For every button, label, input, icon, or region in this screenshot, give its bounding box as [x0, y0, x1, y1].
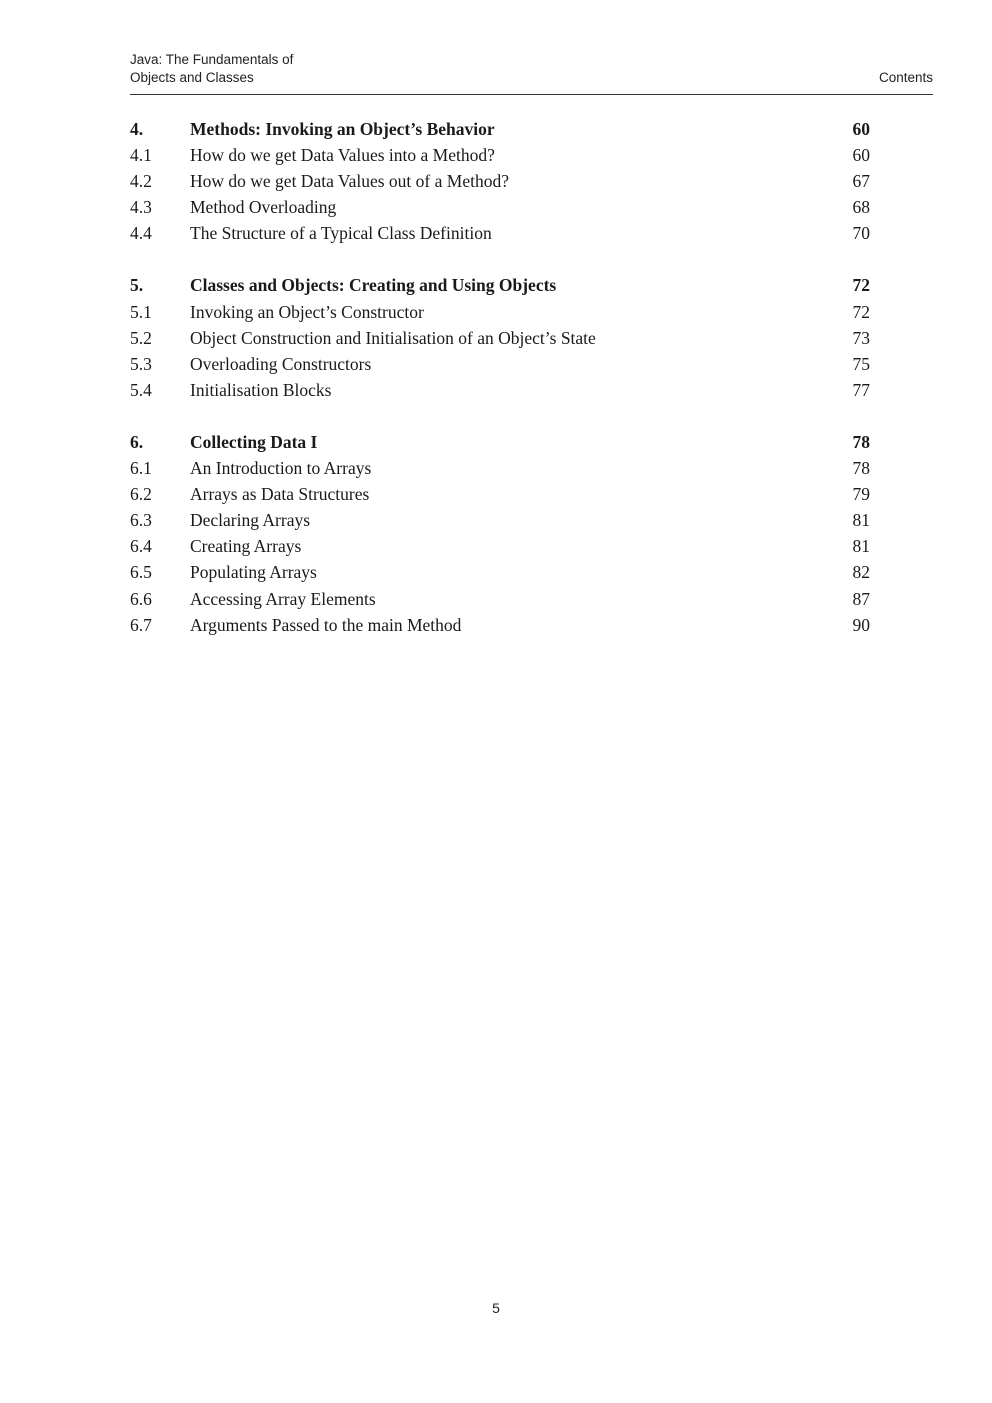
toc-chapter — [130, 116, 870, 246]
entry-number: 4.4 — [130, 223, 152, 244]
entry-page: 78 — [852, 458, 870, 479]
entry-title: Collecting Data I — [190, 431, 318, 452]
entry-page: 90 — [852, 614, 870, 635]
entry-title: Method Overloading — [190, 197, 337, 218]
toc-section-entry[interactable] — [130, 325, 870, 351]
toc-section-entry[interactable] — [130, 220, 870, 246]
entry-title: Arrays as Data Structures — [190, 484, 370, 505]
toc-section-entry[interactable] — [130, 142, 870, 168]
entry-page: 73 — [852, 327, 870, 348]
table-of-contents — [130, 116, 870, 664]
entry-number: 6.5 — [130, 562, 152, 583]
entry-page: 60 — [852, 145, 870, 166]
entry-page: 72 — [852, 301, 870, 322]
entry-title: Declaring Arrays — [190, 510, 311, 531]
entry-title: Creating Arrays — [190, 536, 302, 557]
toc-section-entry[interactable] — [130, 455, 870, 481]
entry-number: 5.3 — [130, 353, 152, 374]
toc-section-entry[interactable] — [130, 481, 870, 507]
toc-section-entry[interactable] — [130, 377, 870, 403]
entry-number: 5.4 — [130, 379, 152, 400]
book-title — [130, 51, 293, 87]
entry-page: 70 — [852, 223, 870, 244]
entry-page: 67 — [852, 171, 870, 192]
entry-number: 6.2 — [130, 484, 152, 505]
entry-number: 6.4 — [130, 536, 152, 557]
entry-title: Populating Arrays — [190, 562, 317, 583]
entry-number: 6.3 — [130, 510, 152, 531]
toc-section-entry[interactable] — [130, 168, 870, 194]
entry-title: An Introduction to Arrays — [190, 458, 372, 479]
entry-page: 68 — [852, 197, 870, 218]
entry-page: 79 — [852, 484, 870, 505]
entry-title: How do we get Data Values into a Method? — [190, 145, 495, 166]
entry-page: 60 — [852, 119, 870, 139]
entry-title: Accessing Array Elements — [190, 588, 376, 609]
entry-number: 4.1 — [130, 145, 152, 166]
toc-chapter — [130, 272, 870, 402]
entry-title: Invoking an Object’s Constructor — [190, 301, 424, 322]
entry-number: 6.7 — [130, 614, 152, 635]
entry-number: 6. — [130, 431, 144, 452]
entry-title: Classes and Objects: Creating and Using Objects — [190, 275, 557, 296]
toc-section-entry[interactable] — [130, 351, 870, 377]
running-header — [130, 51, 933, 95]
toc-chapter-entry[interactable] — [130, 429, 870, 455]
entry-number: 5. — [130, 275, 144, 296]
entry-page: 75 — [852, 353, 870, 374]
toc-section-entry[interactable] — [130, 533, 870, 559]
entry-title: Overloading Constructors — [190, 353, 372, 374]
entry-page: 87 — [852, 588, 870, 609]
section-name: Contents — [878, 70, 933, 85]
entry-number: 4.2 — [130, 171, 152, 192]
toc-chapter — [130, 429, 870, 638]
entry-title: Methods: Invoking an Object’s Behavior — [190, 119, 495, 139]
entry-title: How do we get Data Values out of a Method? — [190, 171, 509, 192]
entry-page: 78 — [852, 431, 870, 452]
toc-chapter-entry[interactable] — [130, 116, 870, 142]
entry-title: Object Construction and Initialisation of an Object’s State — [190, 327, 596, 348]
toc-section-entry[interactable] — [130, 194, 870, 220]
entry-number: 5.2 — [130, 327, 152, 348]
book-title-line-1: Java: The Fundamentals of — [130, 52, 294, 67]
entry-title: Arguments Passed to the main Method — [190, 614, 462, 635]
entry-page: 81 — [852, 510, 870, 531]
entry-page: 82 — [852, 562, 870, 583]
entry-title: The Structure of a Typical Class Definition — [190, 223, 492, 244]
entry-title: Initialisation Blocks — [190, 379, 332, 400]
toc-chapter-entry[interactable] — [130, 272, 870, 298]
toc-section-entry[interactable] — [130, 586, 870, 612]
entry-number: 4. — [130, 119, 144, 139]
entry-number: 4.3 — [130, 197, 152, 218]
header-divider — [130, 94, 933, 95]
page-number: 5 — [492, 1300, 500, 1316]
entry-number: 5.1 — [130, 301, 152, 322]
entry-page: 72 — [852, 275, 870, 296]
entry-number: 6.6 — [130, 588, 152, 609]
entry-page: 77 — [852, 379, 870, 400]
entry-page: 81 — [852, 536, 870, 557]
entry-number: 6.1 — [130, 458, 152, 479]
toc-section-entry[interactable] — [130, 507, 870, 533]
toc-section-entry[interactable] — [130, 559, 870, 585]
toc-section-entry[interactable] — [130, 299, 870, 325]
book-title-line-2: Objects and Classes — [130, 70, 254, 85]
toc-section-entry[interactable] — [130, 612, 870, 638]
